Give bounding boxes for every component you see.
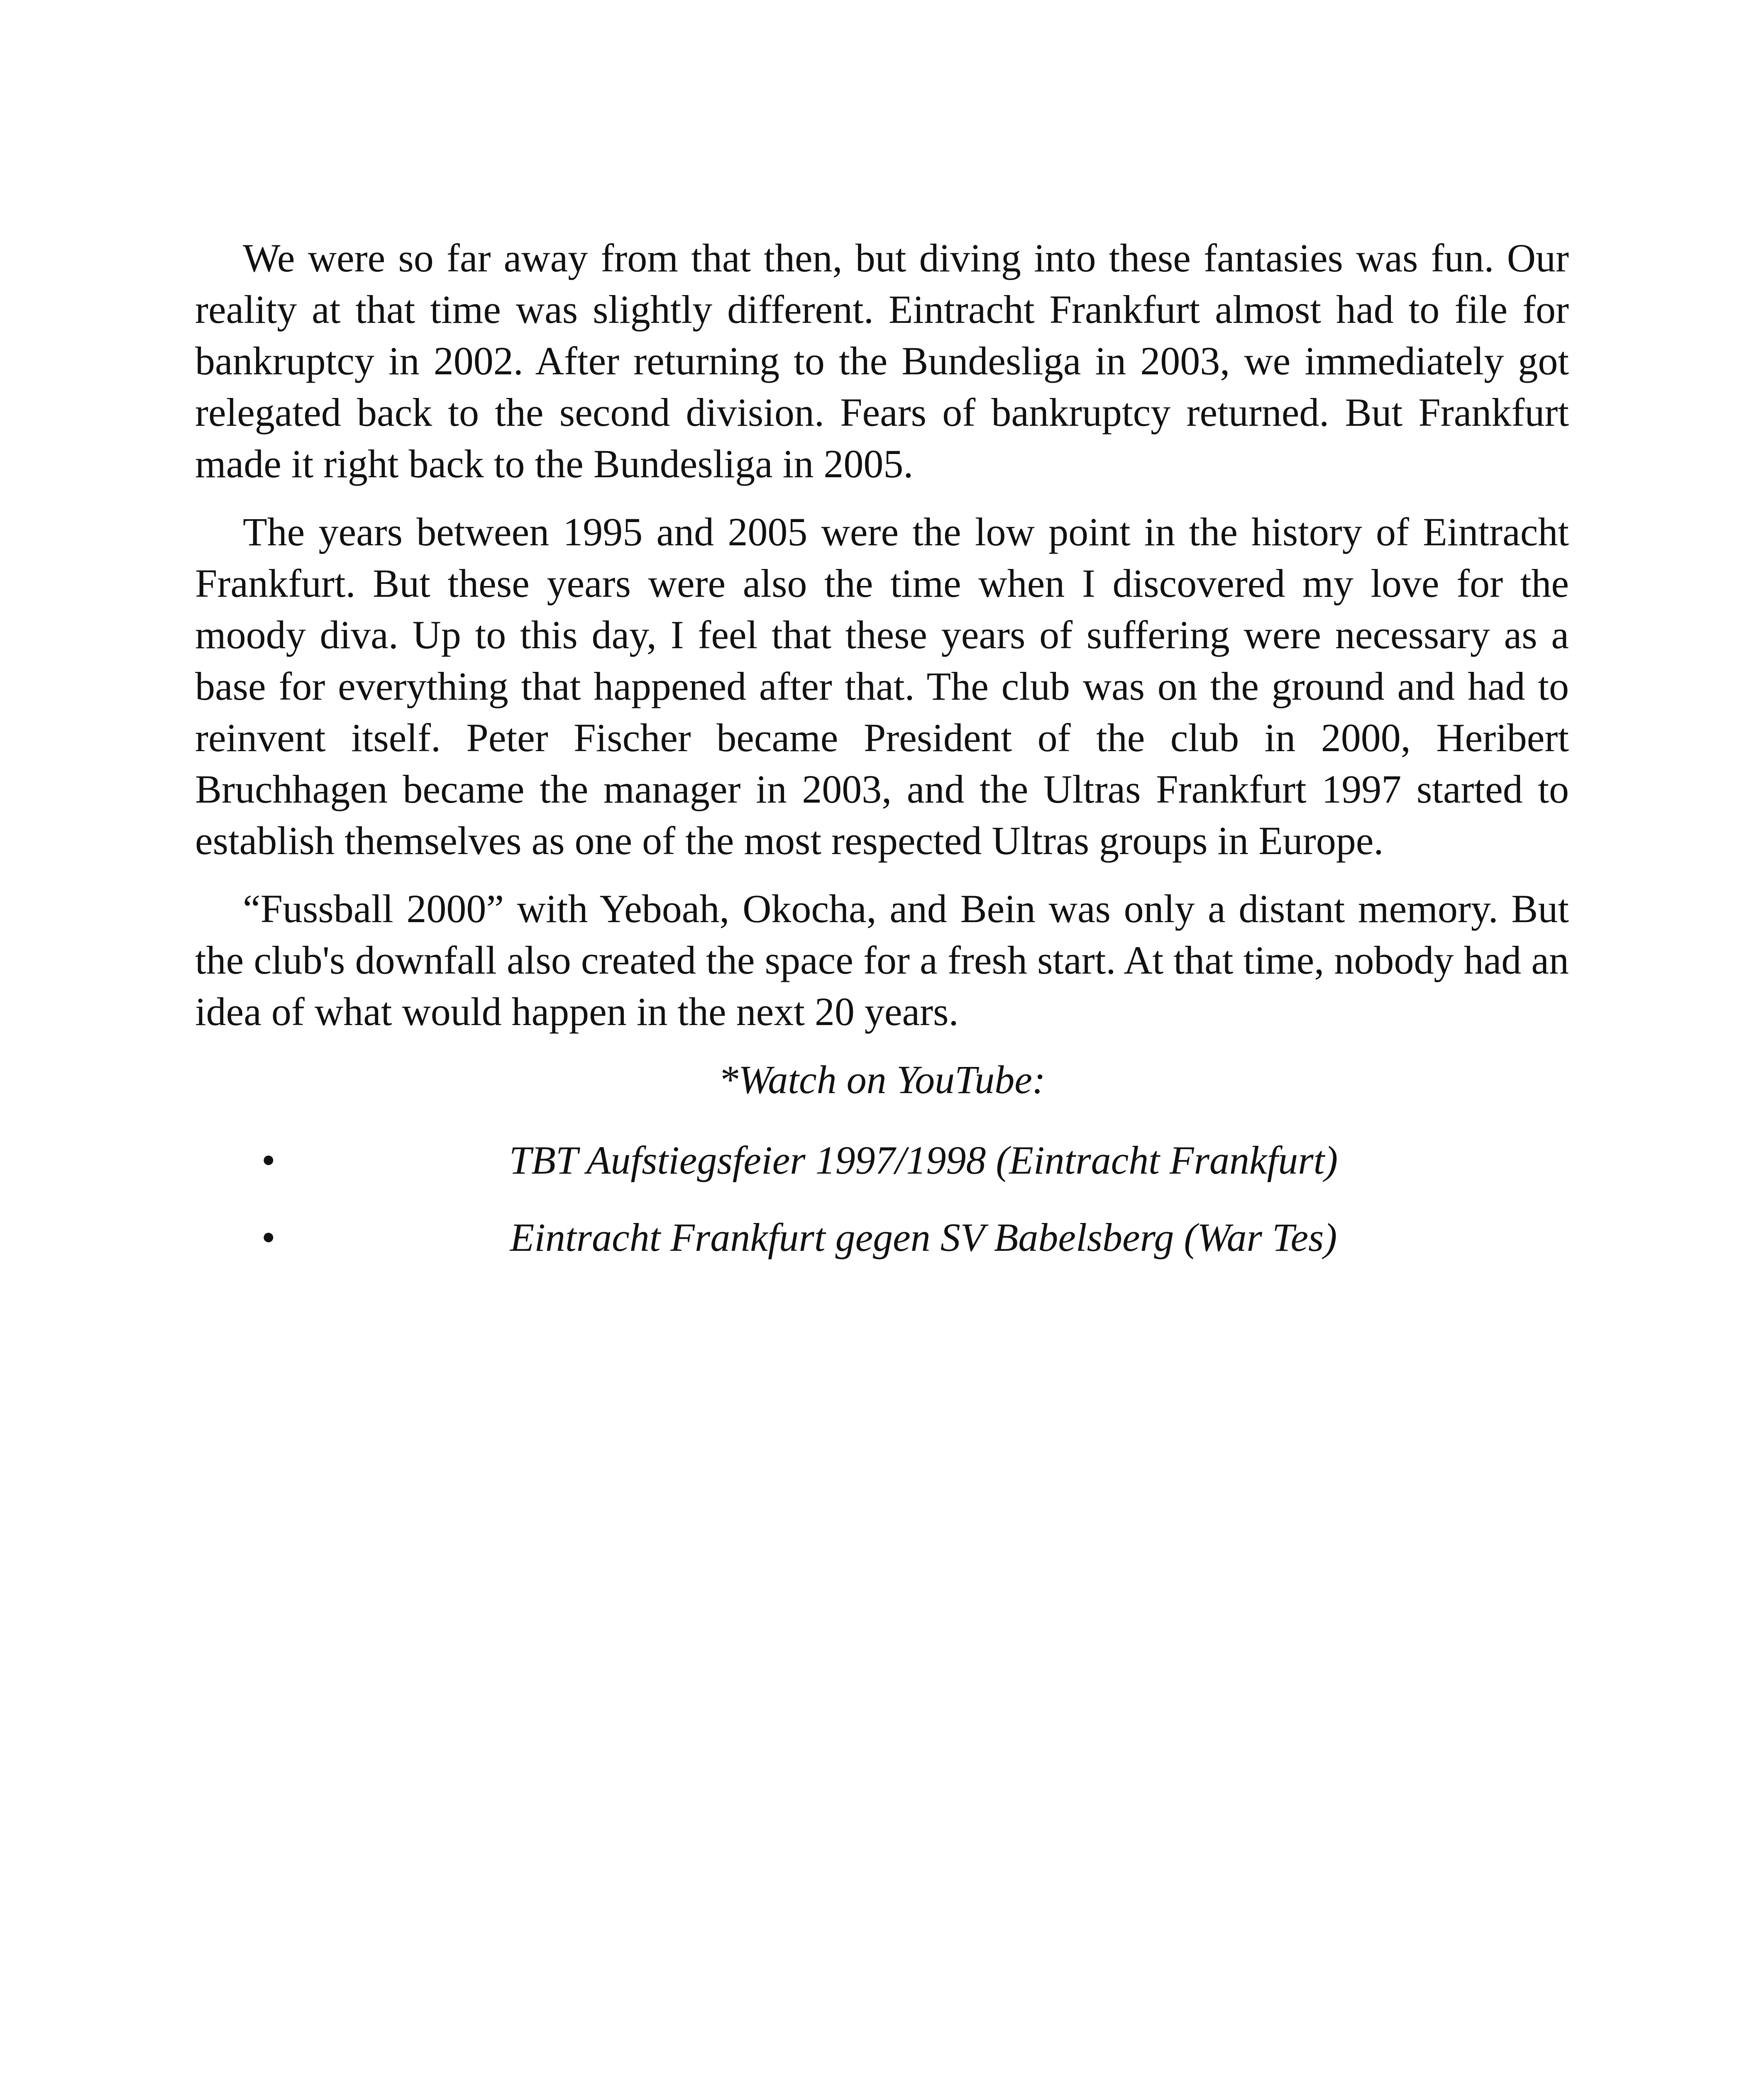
paragraph-1: We were so far away from that then, but diving into these fantasies was fun. Our reality at that time was slightly different. Eintracht Frankfurt almost had to file for bankruptcy in 2002. After returning to the Bundesliga in 2003, we immediately got relegated back to the second division. Fears of bankruptcy returned. But Frankfurt made it right back to the Bundesliga in 2005. xyxy=(195,236,1569,486)
paragraph-3: “Fussball 2000” with Yeboah, Okocha, and Bein was only a distant memory. But the club's downfall also created the space for a fresh start. At that time, nobody had an idea of what would happen in the next 20 years. xyxy=(195,886,1569,1034)
body-text xyxy=(195,232,1569,1289)
bullet-icon: • xyxy=(261,1138,276,1182)
watch-on-youtube-heading: *Watch on YouTube: xyxy=(718,1057,1046,1102)
list-item xyxy=(195,1135,1569,1212)
video-link-list xyxy=(195,1135,1569,1289)
list-item xyxy=(195,1212,1569,1289)
bullet-icon: • xyxy=(261,1215,276,1260)
video-title-2: Eintracht Frankfurt gegen SV Babelsberg (War Tes) xyxy=(510,1215,1337,1260)
video-title-1: TBT Aufstiegsfeier 1997/1998 (Eintracht Frankfurt) xyxy=(509,1138,1338,1182)
paragraph-2: The years between 1995 and 2005 were the low point in the history of Eintracht Frankfurt. But these years were also the time when I discovered my love for the moody diva. Up to this day, I feel that these years of suffering were necessary as a base for everything that happened after that. The club was on the ground and had to reinvent itself. Peter Fischer became President of the club in 2000, Heribert Bruchhagen became the manager in 2003, and the Ultras Frankfurt 1997 started to establish themselves as one of the most respected Ultras groups in Europe. xyxy=(195,510,1569,863)
